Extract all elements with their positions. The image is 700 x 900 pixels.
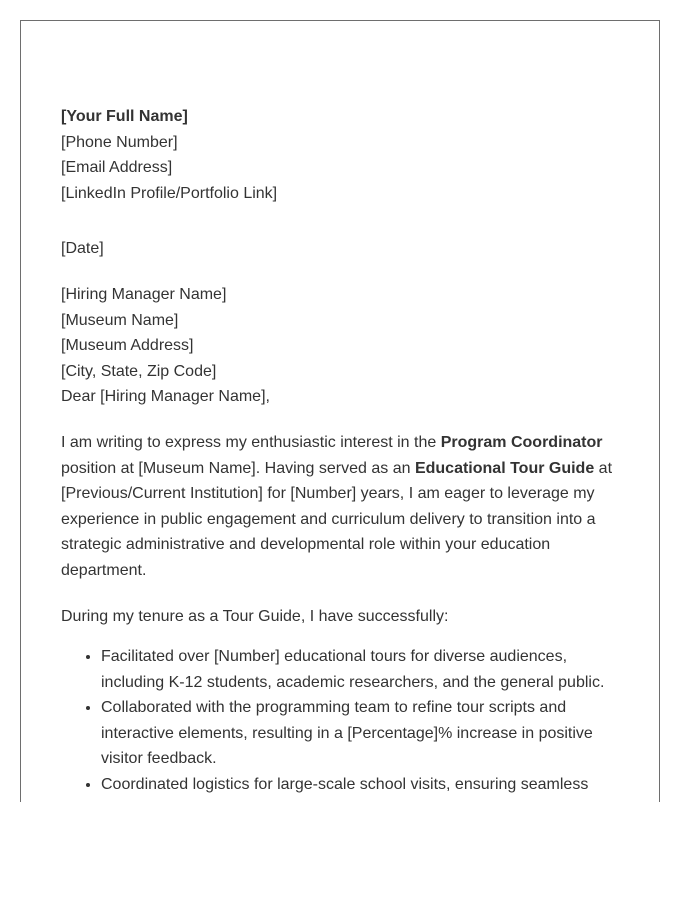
tenure-intro: During my tenure as a Tour Guide, I have successfully: bbox=[61, 607, 449, 625]
recipient-manager: [Hiring Manager Name] bbox=[61, 285, 227, 303]
achievements-list bbox=[61, 644, 621, 798]
sender-block bbox=[61, 104, 621, 206]
sender-phone: [Phone Number] bbox=[61, 133, 178, 151]
salutation: Dear [Hiring Manager Name], bbox=[61, 388, 270, 406]
intro-bold-role: Program Coordinator bbox=[440, 433, 603, 451]
letter-page bbox=[20, 20, 660, 802]
recipient-address: [Museum Address] bbox=[61, 337, 194, 355]
list-item: • Collaborated with the programming team to refine tour scripts and interactive elements, resulting in a [Percentage]% increase in positive visitor feedback. bbox=[101, 695, 621, 772]
recipient-city: [City, State, Zip Code] bbox=[61, 362, 217, 380]
intro-text-3: at [Previous/Current Institution] for [Number] years, I am eager to leverage my experience in public engagement and curriculum delivery to transition into a strategic administrative and developmental role within your education department. bbox=[61, 459, 613, 579]
sender-name: [Your Full Name] bbox=[61, 108, 188, 125]
sender-email: [Email Address] bbox=[61, 159, 173, 177]
intro-text-1: I am writing to express my enthusiastic interest in the bbox=[61, 433, 441, 451]
letter-date: [Date] bbox=[61, 240, 104, 258]
intro-bold-current-role: Educational Tour Guide bbox=[414, 459, 595, 477]
sender-linkedin: [LinkedIn Profile/Portfolio Link] bbox=[61, 184, 278, 202]
date-block bbox=[61, 236, 621, 262]
list-item: • Coordinated logistics for large-scale school visits, ensuring seamless bbox=[101, 772, 621, 798]
intro-paragraph bbox=[61, 430, 621, 584]
intro-text-2: position at [Museum Name]. Having served as an bbox=[61, 459, 415, 477]
letter-content bbox=[61, 104, 621, 798]
recipient-block bbox=[61, 282, 621, 410]
list-item: • Facilitated over [Number] educational tours for diverse audiences, including K-12 students, academic researchers, and the general public. bbox=[101, 644, 621, 695]
recipient-museum: [Museum Name] bbox=[61, 311, 179, 329]
